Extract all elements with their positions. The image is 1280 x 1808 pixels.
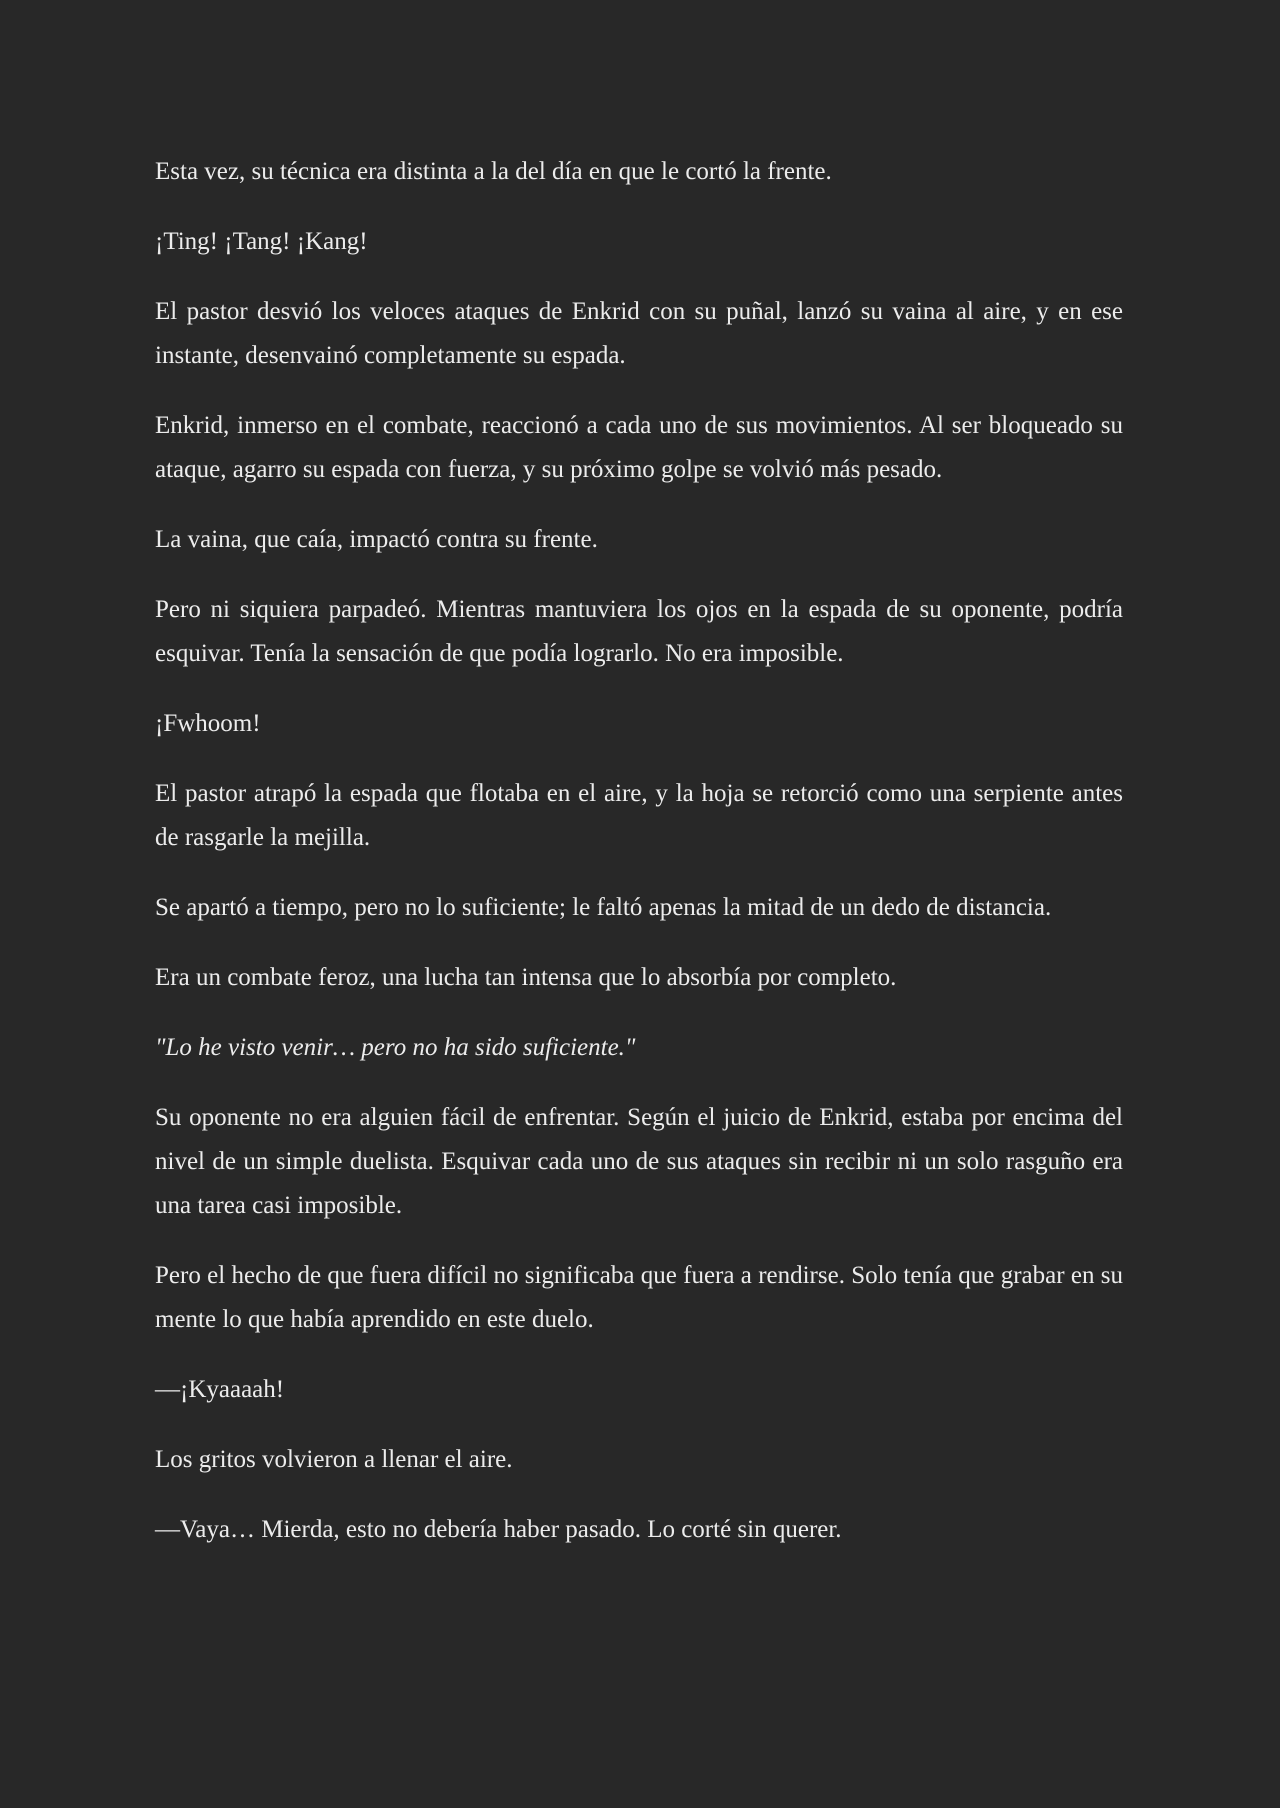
paragraph: Pero ni siquiera parpadeó. Mientras mantuviera los ojos en la espada de su oponente, podría esquivar. Tenía la sensación de que podía lograrlo. No era imposible.	[155, 596, 1123, 667]
paragraph: Era un combate feroz, una lucha tan intensa que lo absorbía por completo.	[155, 964, 897, 991]
paragraph: ¡Fwhoom!	[155, 710, 261, 737]
paragraph: La vaina, que caía, impactó contra su frente.	[155, 526, 598, 553]
paragraph: Pero el hecho de que fuera difícil no significaba que fuera a rendirse. Solo tenía que grabar en su mente lo que había aprendido en este duelo.	[155, 1262, 1123, 1333]
paragraph: Los gritos volvieron a llenar el aire.	[155, 1446, 513, 1473]
thought-paragraph: "Lo he visto venir… pero no ha sido suficiente."	[155, 1034, 636, 1061]
dialogue-paragraph: —Vaya… Mierda, esto no debería haber pasado. Lo corté sin querer.	[155, 1516, 842, 1543]
chapter-text	[155, 150, 1123, 1578]
paragraph: Se apartó a tiempo, pero no lo suficiente; le faltó apenas la mitad de un dedo de distancia.	[155, 894, 1052, 921]
dialogue-paragraph: —¡Kyaaaah!	[155, 1376, 285, 1403]
paragraph: ¡Ting! ¡Tang! ¡Kang!	[155, 228, 368, 255]
paragraph: El pastor desvió los veloces ataques de Enkrid con su puñal, lanzó su vaina al aire, y en ese instante, desenvainó completamente su espada.	[155, 298, 1123, 369]
paragraph: Su oponente no era alguien fácil de enfrentar. Según el juicio de Enkrid, estaba por encima del nivel de un simple duelista. Esquivar cada uno de sus ataques sin recibir ni un solo rasguño era una tarea casi imposible.	[155, 1104, 1123, 1219]
paragraph: Esta vez, su técnica era distinta a la del día en que le cortó la frente.	[155, 158, 832, 185]
paragraph: El pastor atrapó la espada que flotaba en el aire, y la hoja se retorció como una serpiente antes de rasgarle la mejilla.	[155, 780, 1123, 851]
paragraph: Enkrid, inmerso en el combate, reaccionó a cada uno de sus movimientos. Al ser bloqueado su ataque, agarro su espada con fuerza, y su próximo golpe se volvió más pesado.	[155, 412, 1123, 483]
